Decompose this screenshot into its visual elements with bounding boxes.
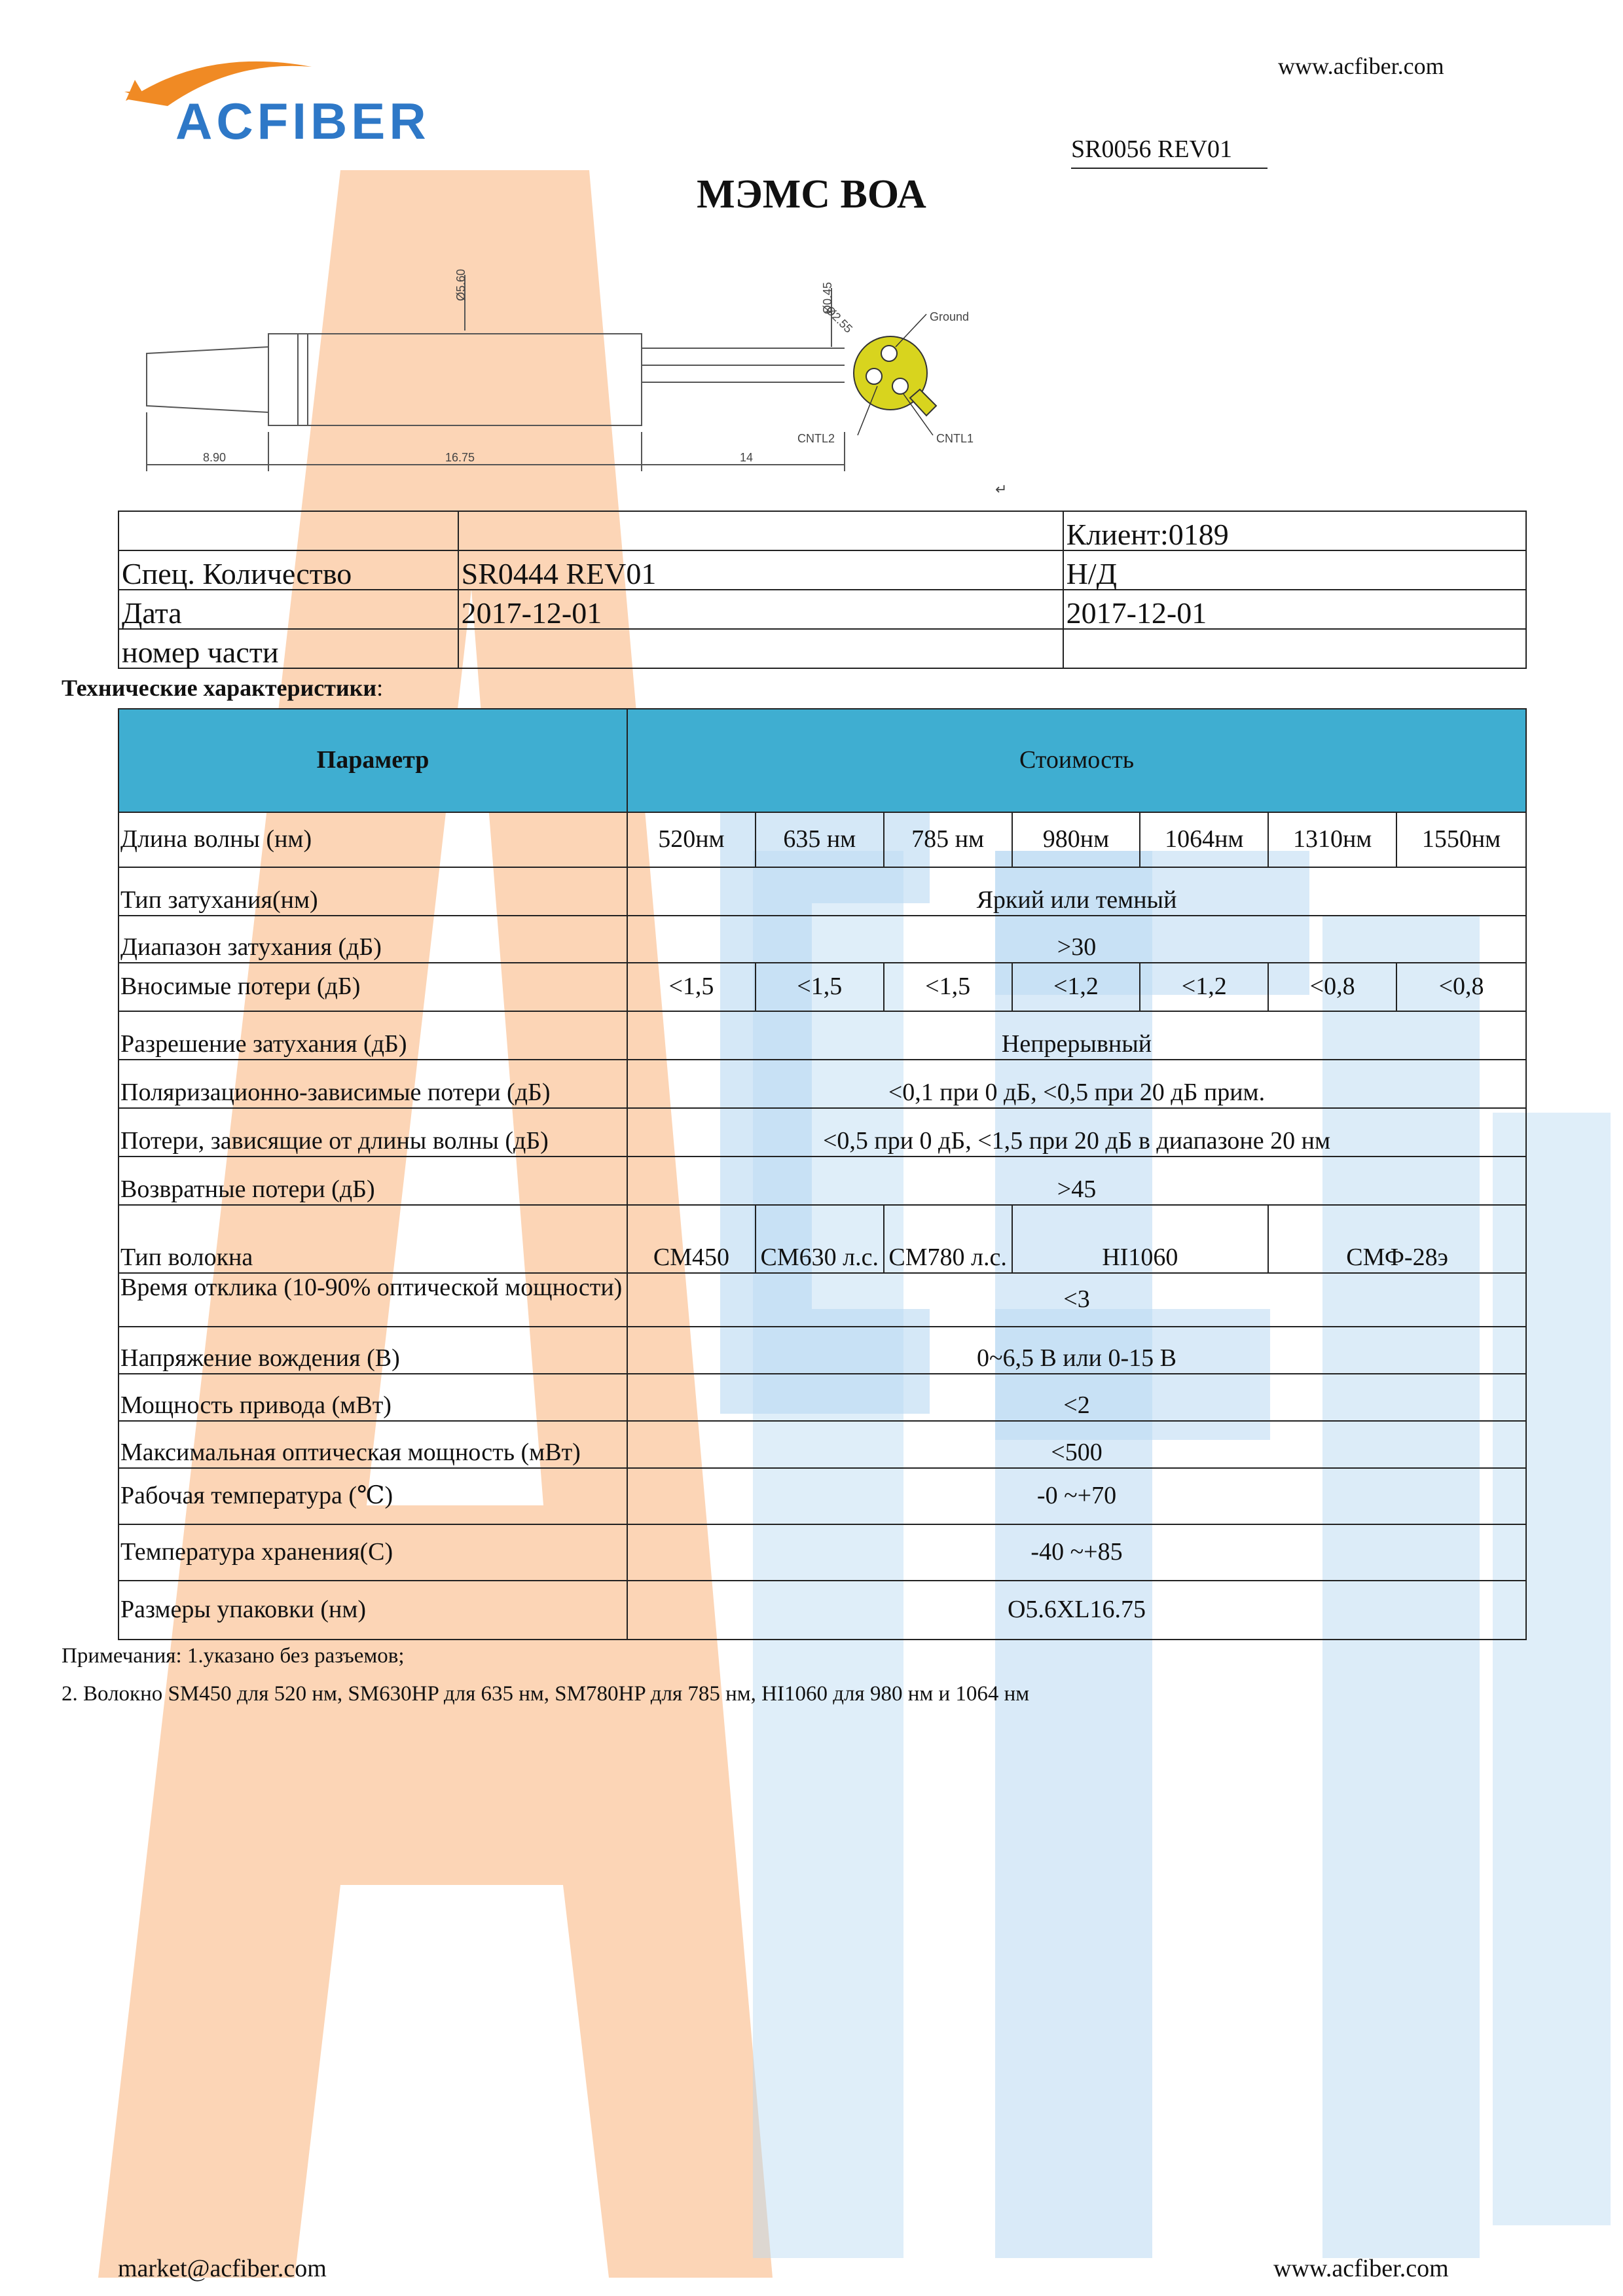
info-value bbox=[458, 629, 1063, 668]
row-value: <0,5 при 0 дБ, <1,5 при 20 дБ в диапазоне 20 нм bbox=[627, 1108, 1526, 1157]
row-label: Поляризационно-зависимые потери (дБ) bbox=[119, 1060, 627, 1108]
wavelength-cell: 785 нм bbox=[884, 812, 1012, 867]
pin-label-ground: Ground bbox=[930, 310, 970, 323]
table-row bbox=[119, 1011, 1526, 1060]
specs-heading-text: Технические характеристики bbox=[62, 675, 377, 701]
insertion-loss-cell: <1,5 bbox=[756, 963, 884, 1011]
info-cell bbox=[119, 511, 458, 550]
table-row bbox=[119, 629, 1526, 668]
row-value: -40 ~+85 bbox=[627, 1524, 1526, 1581]
table-row bbox=[119, 1205, 1526, 1273]
info-label: Спец. Количество bbox=[119, 550, 458, 590]
table-row bbox=[119, 1273, 1526, 1327]
row-value: -0 ~+70 bbox=[627, 1468, 1526, 1524]
row-value: <500 bbox=[627, 1421, 1526, 1468]
client-number: Клиент:0189 bbox=[1063, 511, 1526, 550]
note-2: 2. Волокно SM450 для 520 нм, SM630HP для 635 нм, SM780HP для 785 нм, HI1060 для 980 нм и 1064 нм bbox=[62, 1682, 1030, 1706]
header-value: Стоимость bbox=[627, 709, 1526, 812]
fiber-cell: СМ450 bbox=[627, 1205, 756, 1273]
doc-number: SR0056 REV01 bbox=[1071, 135, 1267, 169]
row-label: Мощность привода (мВт) bbox=[119, 1374, 627, 1421]
row-value: O5.6XL16.75 bbox=[627, 1581, 1526, 1640]
row-value: <3 bbox=[627, 1273, 1526, 1327]
table-row bbox=[119, 1327, 1526, 1374]
dim-255: Ø2.55 bbox=[823, 303, 855, 336]
info-value: Н/Д bbox=[1063, 550, 1526, 590]
table-row bbox=[119, 1060, 1526, 1108]
row-value: <0,1 при 0 дБ, <0,5 при 20 дБ прим. bbox=[627, 1060, 1526, 1108]
wavelength-cell: 1064нм bbox=[1140, 812, 1268, 867]
specs-heading-colon: : bbox=[376, 675, 384, 701]
row-value: >45 bbox=[627, 1157, 1526, 1205]
specs-heading bbox=[62, 674, 383, 702]
row-value: Непрерывный bbox=[627, 1011, 1526, 1060]
fiber-cell: СМФ-28э bbox=[1268, 1205, 1526, 1273]
table-row bbox=[119, 590, 1526, 629]
row-label: Максимальная оптическая мощность (мВт) bbox=[119, 1421, 627, 1468]
fiber-cell: HI1060 bbox=[1012, 1205, 1269, 1273]
wavelength-cell: 1550нм bbox=[1396, 812, 1526, 867]
insertion-loss-cell: <1,2 bbox=[1012, 963, 1140, 1011]
acfiber-logo bbox=[115, 54, 469, 155]
note-1: Примечания: 1.указано без разъемов; bbox=[62, 1644, 405, 1668]
table-header-row bbox=[119, 709, 1526, 812]
return-mark: ↵ bbox=[995, 482, 1008, 498]
pin-label-cntl1: CNTL1 bbox=[936, 432, 974, 445]
row-label: Температура хранения(С) bbox=[119, 1524, 627, 1581]
row-label: Возвратные потери (дБ) bbox=[119, 1157, 627, 1205]
info-value bbox=[1063, 629, 1526, 668]
insertion-loss-cell: <1,2 bbox=[1140, 963, 1268, 1011]
insertion-loss-cell: <1,5 bbox=[884, 963, 1012, 1011]
wavelength-cell: 520нм bbox=[627, 812, 756, 867]
row-label: Длина волны (нм) bbox=[119, 812, 627, 867]
insertion-loss-cell: <0,8 bbox=[1268, 963, 1396, 1011]
table-row bbox=[119, 1157, 1526, 1205]
row-label: Вносимые потери (дБ) bbox=[119, 963, 627, 1011]
row-label: Потери, зависящие от длины волны (дБ) bbox=[119, 1108, 627, 1157]
dim-560: Ø5.60 bbox=[454, 268, 467, 301]
table-row bbox=[119, 867, 1526, 916]
row-label: Размеры упаковки (нм) bbox=[119, 1581, 627, 1640]
wavelength-cell: 635 нм bbox=[756, 812, 884, 867]
wavelength-cell: 1310нм bbox=[1268, 812, 1396, 867]
info-label: Дата bbox=[119, 590, 458, 629]
info-cell bbox=[458, 511, 1063, 550]
info-label: номер части bbox=[119, 629, 458, 668]
dim-14: 14 bbox=[740, 451, 754, 464]
page-title: МЭМС ВОА bbox=[697, 172, 926, 217]
row-value: Яркий или темный bbox=[627, 867, 1526, 916]
fiber-cell: СМ630 л.с. bbox=[756, 1205, 884, 1273]
table-row bbox=[119, 550, 1526, 590]
dim-890: 8.90 bbox=[203, 451, 227, 464]
table-row bbox=[119, 812, 1526, 867]
dim-1675: 16.75 bbox=[445, 451, 475, 464]
table-row bbox=[119, 1581, 1526, 1640]
info-value: 2017-12-01 bbox=[1063, 590, 1526, 629]
row-label: Разрешение затухания (дБ) bbox=[119, 1011, 627, 1060]
row-label: Напряжение вождения (В) bbox=[119, 1327, 627, 1374]
spec-table bbox=[118, 708, 1527, 1640]
row-label bbox=[119, 1273, 627, 1327]
row-label: Тип волокна bbox=[119, 1205, 627, 1273]
info-value: SR0444 REV01 bbox=[458, 550, 1063, 590]
insertion-loss-cell: <1,5 bbox=[627, 963, 756, 1011]
footer-website[interactable]: www.acfiber.com bbox=[1273, 2255, 1449, 2282]
insertion-loss-cell: <0,8 bbox=[1396, 963, 1526, 1011]
row-label-text: Время отклика (10-90% оптической мощности) bbox=[120, 1274, 623, 1301]
table-row bbox=[119, 963, 1526, 1011]
row-value: >30 bbox=[627, 916, 1526, 963]
info-value: 2017-12-01 bbox=[458, 590, 1063, 629]
table-row bbox=[119, 1421, 1526, 1468]
wavelength-cell: 980нм bbox=[1012, 812, 1140, 867]
table-row bbox=[119, 1524, 1526, 1581]
row-value: 0~6,5 В или 0-15 В bbox=[627, 1327, 1526, 1374]
row-value: <2 bbox=[627, 1374, 1526, 1421]
pin-label-cntl2: CNTL2 bbox=[797, 432, 835, 445]
row-label: Диапазон затухания (дБ) bbox=[119, 916, 627, 963]
table-row bbox=[119, 1468, 1526, 1524]
table-row bbox=[119, 916, 1526, 963]
header-website: www.acfiber.com bbox=[1278, 53, 1444, 79]
row-label: Рабочая температура (℃) bbox=[119, 1468, 627, 1524]
dim-045: Ø0.45 bbox=[821, 281, 834, 314]
table-row bbox=[119, 511, 1526, 550]
footer-email[interactable]: market@acfiber.com bbox=[118, 2255, 327, 2282]
row-label: Тип затухания(нм) bbox=[119, 867, 627, 916]
fiber-cell: СМ780 л.с. bbox=[884, 1205, 1012, 1273]
device-drawing bbox=[137, 249, 1021, 504]
logo-text: ACFIBER bbox=[175, 92, 430, 150]
header-param: Параметр bbox=[119, 709, 627, 812]
info-table bbox=[118, 511, 1527, 669]
table-row bbox=[119, 1374, 1526, 1421]
table-row bbox=[119, 1108, 1526, 1157]
